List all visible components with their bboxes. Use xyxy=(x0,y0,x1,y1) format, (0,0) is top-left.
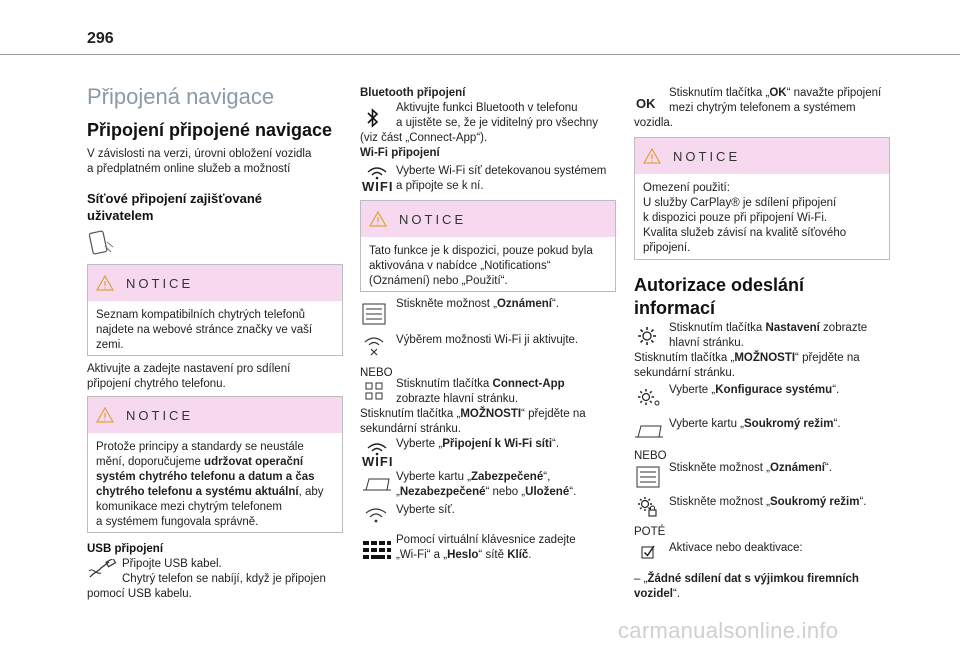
notice-body: Omezení použití: U služby CarPlay® je sdílení připojení k dispozici pouze při připojení Wi-Fi. Kvalita služeb závisí na kvalitě síťového připojení. xyxy=(643,182,847,254)
notice-header xyxy=(88,397,342,433)
wifi-heading: Wi-Fi připojení xyxy=(360,147,440,159)
keyboard-icon xyxy=(362,540,392,560)
step-select-network: Vyberte síť. xyxy=(396,504,455,516)
step-options: Stisknutím tlačítka „MOŽNOSTI“ přejděte na sekundární stránku. xyxy=(360,408,586,435)
option-no-data-sharing: – „Žádné sdílení dat s výjimkou firemních vozidel“. xyxy=(634,573,859,600)
notice-header xyxy=(361,201,615,237)
ok-button-icon: OK xyxy=(636,96,656,111)
step-wifi-connection: Vyberte „Připojení k Wi-Fi síti“. xyxy=(396,438,560,450)
page-number: 296 xyxy=(87,30,114,47)
notice-header xyxy=(88,265,342,301)
settings-gear-icon xyxy=(636,325,658,347)
bluetooth-step-cont: (viz část „Connect-App“). xyxy=(360,132,488,144)
watermark: carmanualsonline.info xyxy=(618,618,839,643)
wifi-toggle-icon xyxy=(362,334,386,356)
bluetooth-heading: Bluetooth připojení xyxy=(360,87,466,99)
step-private-tab: Vyberte kartu „Soukromý režim“. xyxy=(669,418,841,430)
bluetooth-step: Aktivujte funkci Bluetooth v telefonu a ujistěte se, že je viditelný pro všechny xyxy=(396,102,598,129)
notice-title: NOTICE xyxy=(126,275,194,291)
warning-icon xyxy=(369,211,387,227)
step-notifications: Stiskněte možnost „Oznámení“. xyxy=(396,298,559,310)
step-private-mode: Stiskněte možnost „Soukromý režim“. xyxy=(669,496,867,508)
step-settings: Stisknutím tlačítka Nastavení zobrazte hlavní stránku. xyxy=(669,322,868,349)
notice-header xyxy=(635,138,889,174)
step-select-tab: Vyberte kartu „Zabezpečené“, „Nezabezpečené“ nebo „Uložené“. xyxy=(396,471,577,498)
or-label: NEBO xyxy=(634,450,667,462)
activate-text: Aktivujte a zadejte nastavení pro sdílení připojení chytrého telefonu. xyxy=(87,363,291,390)
wifi-step: Vyberte Wi-Fi síť detekovanou systémem a připojte se k ní. xyxy=(396,165,607,192)
header-divider xyxy=(0,54,960,55)
notice-box-standards xyxy=(87,396,343,533)
wifi-icon xyxy=(362,164,392,180)
step-ok: Stisknutím tlačítka „OK“ navažte připojení mezi chytrým telefonem a systémem xyxy=(669,87,882,114)
intro-text: V závislosti na verzi, úrovni obložení vozidla a předplatném online služeb a možností xyxy=(87,148,312,175)
private-mode-icon xyxy=(636,495,658,519)
usb-cable-icon xyxy=(87,559,117,581)
tab-icon xyxy=(362,477,392,491)
notifications-menu-icon xyxy=(362,303,386,325)
bluetooth-icon xyxy=(364,106,382,130)
step-notifications: Stiskněte možnost „Oznámení“. xyxy=(669,462,832,474)
usb-step: Připojte USB kabel. Chytrý telefon se nabíjí, když je připojen xyxy=(122,558,326,585)
wifi-icon-label: WIFI xyxy=(362,454,394,469)
authorization-heading: Autorizace odeslání informací xyxy=(634,275,805,318)
notice-title: NOTICE xyxy=(126,407,194,423)
connect-app-icon xyxy=(364,381,384,401)
warning-icon xyxy=(96,407,114,423)
or-label: NEBO xyxy=(360,367,393,379)
notifications-menu-icon xyxy=(636,466,660,488)
step-toggle: Aktivace nebo deaktivace: xyxy=(669,542,803,554)
usb-step-cont: pomocí USB kabelu. xyxy=(87,588,192,600)
usb-heading: USB připojení xyxy=(87,543,164,555)
notice-box-carplay xyxy=(634,137,890,260)
smartphone-icon xyxy=(87,228,117,258)
network-icon xyxy=(364,506,388,524)
notice-title: NOTICE xyxy=(399,211,467,227)
notice-body: Protože principy a standardy se neustále mění, doporučujeme udržovat operační systém chytrého telefonu a datum a čas chytrého telefonu a systému aktuální, aby komunikace mezi chytrým telefonem a systémem fungovala správně. xyxy=(96,441,324,528)
step-wifi-activate: Výběrem možnosti Wi-Fi ji aktivujte. xyxy=(396,334,579,346)
wifi-icon-label: WIFI xyxy=(362,179,394,194)
notice-title: NOTICE xyxy=(673,148,741,164)
system-config-icon xyxy=(636,386,662,408)
then-label: POTÉ xyxy=(634,526,666,538)
checkbox-icon xyxy=(640,543,658,561)
step-options: Stisknutím tlačítka „MOŽNOSTI“ přejděte na sekundární stránku. xyxy=(634,352,860,379)
tab-icon xyxy=(634,424,664,438)
network-heading: Síťové připojení zajišťované uživatelem xyxy=(87,191,263,223)
notice-box-function-availability xyxy=(360,200,616,292)
subsection-title: Připojení připojené navigace xyxy=(87,120,333,140)
section-title: Připojená navigace xyxy=(87,84,275,109)
warning-icon xyxy=(96,275,114,291)
notice-body: Tato funkce je k dispozici, pouze pokud byla aktivována v nabídce „Notifications“ (Oznámení) nebo „Použití“. xyxy=(369,245,593,287)
warning-icon xyxy=(643,148,661,164)
step-ok-cont: vozidla. xyxy=(634,117,673,129)
step-system-config: Vyberte „Konfigurace systému“. xyxy=(669,384,840,396)
notice-box-compatible-phones xyxy=(87,264,343,356)
notice-body: Seznam kompatibilních chytrých telefonů najdete na webové stránce značky ve vaší zemi. xyxy=(96,309,313,351)
step-keyboard: Pomocí virtuální klávesnice zadejte „Wi-Fi“ a „Heslo“ sítě Klíč. xyxy=(396,534,576,561)
step-connect-app: Stisknutím tlačítka Connect-App zobrazte hlavní stránku. xyxy=(396,378,565,405)
